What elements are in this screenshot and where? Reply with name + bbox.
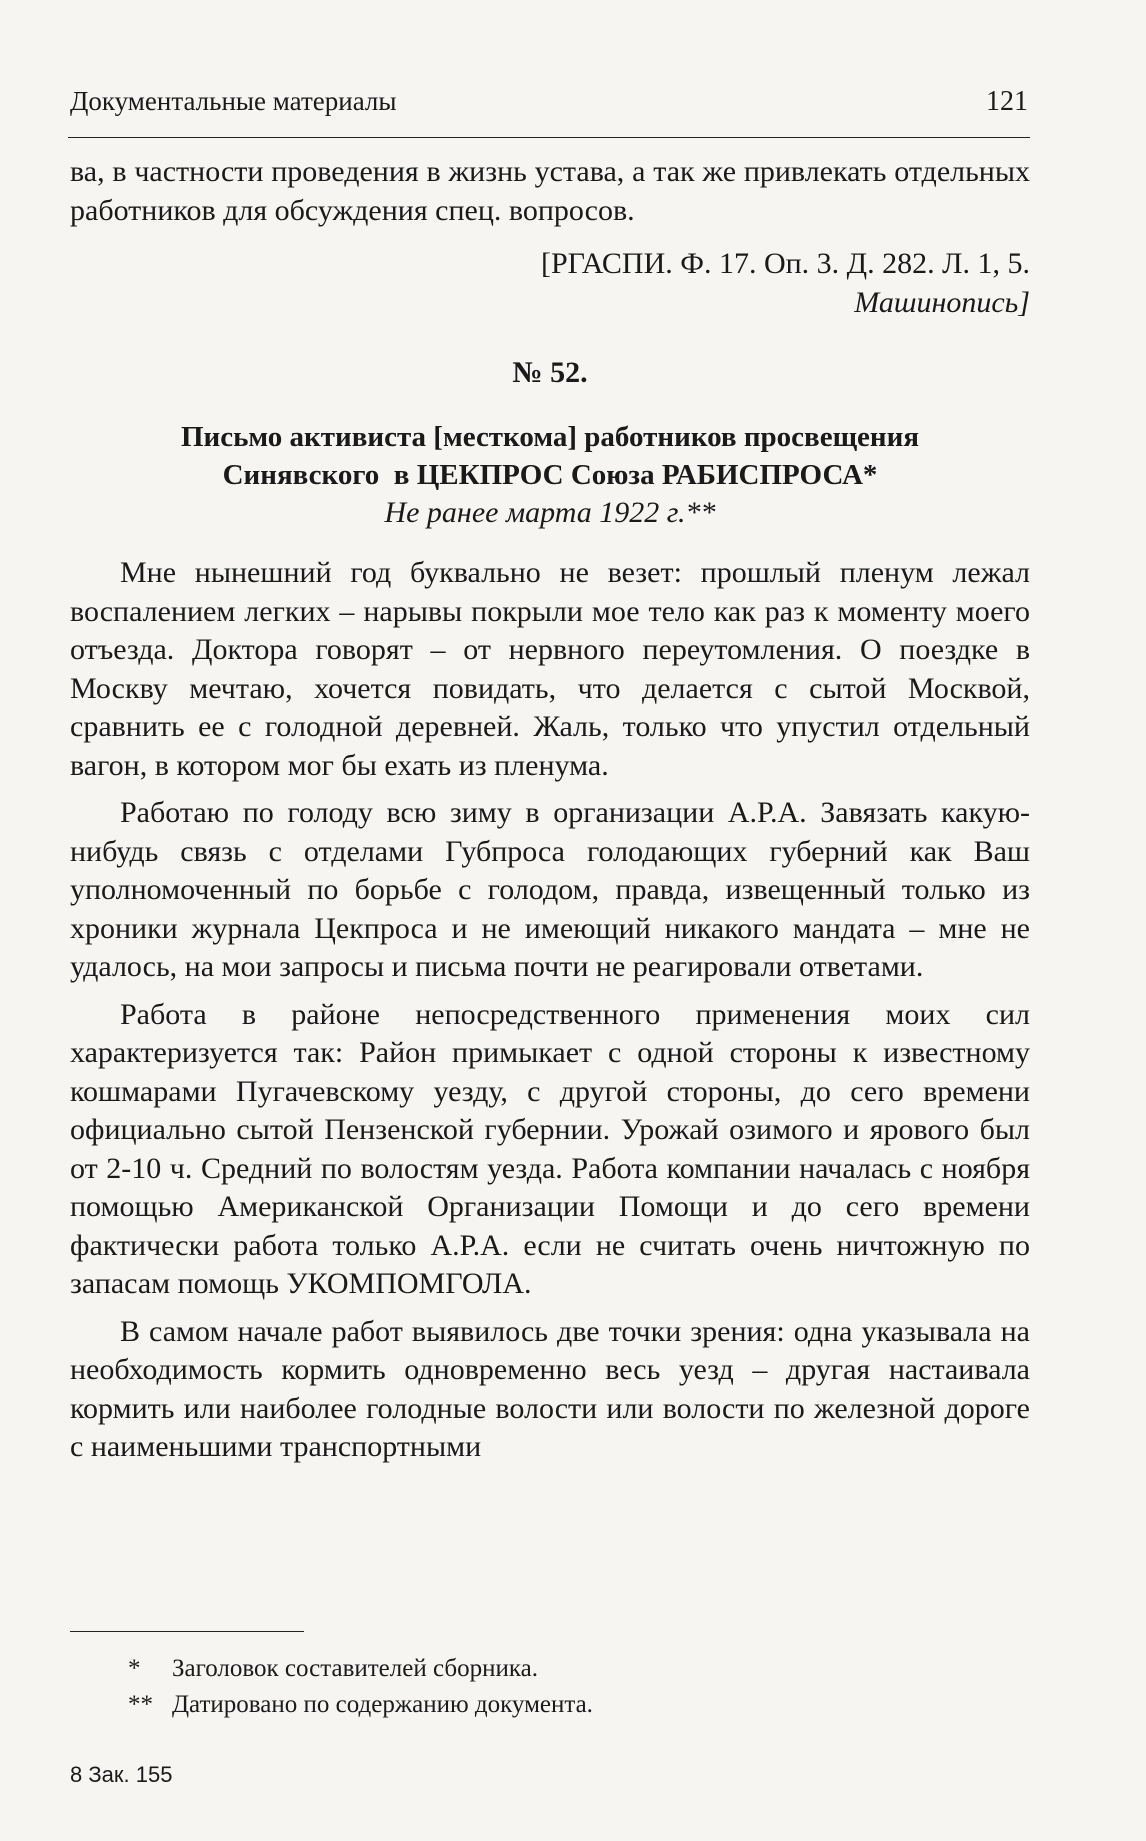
body-paragraph: Работа в районе непосредственного применения моих сил характеризуется так: Район примыкает с одной стороны к известному кошмарами Пугачевскому уезду, с другой стороны, до сего времени официально сытой Пензенской губернии. Урожай озимого и ярового был от 2-10 ч. Средний по волостям уезда. Работа компании началась с ноября помощью Американской Организации Помощи и до сего времени фактически работа только А.Р.А. если не считать очень ничтожную по запасам помощь УКОМПОМГОЛА. (70, 997, 1030, 1300)
source-reference: [РГАСПИ. Ф. 17. Оп. 3. Д. 282. Л. 1, 5. (541, 247, 1030, 280)
document-title (70, 418, 1030, 494)
intro-paragraph: ва, в частности проведения в жизнь устава, а так же привлекать отдельных работников для обсуждения спец. вопросов. (70, 155, 1030, 227)
document-number: № 52. (512, 356, 588, 389)
body-paragraph: Работаю по голоду всю зиму в организации А.Р.А. Завязать какую-нибудь связь с отделами Губпроса голодающих губерний как Ваш уполномоченный по борьбе с голодом, правда, извещенный только из хроники журнала Цекпроса и не имеющий никакого мандата – мне не удалось, на мои запросы и письма почти не реагировали ответами. (70, 796, 1030, 983)
footnotes (128, 1651, 988, 1723)
body-paragraph: В самом начале работ выявилось две точки зрения: одна указывала на необходимость кормить одновременно весь уезд – другая настаивала кормить или наиболее голодные волости или волости по железной дороге с наименьшими транспортными (70, 1314, 1030, 1463)
document-title-line: Синявского в ЦЕКПРОС Союза РАБИСПРОСА* (222, 458, 878, 491)
running-head (70, 86, 1028, 118)
footnote-text: Заголовок составителей сборника. (172, 1655, 538, 1682)
footnote (128, 1687, 988, 1723)
footnote-mark: ** (128, 1691, 153, 1718)
archival-source (70, 245, 1030, 322)
printer-signature: 8 Зак. 155 (70, 1762, 173, 1787)
document-date: Не ранее марта 1922 г.** (384, 495, 716, 529)
footnote-rule (70, 1631, 304, 1632)
source-type: Машинопись] (854, 285, 1030, 319)
body-text (70, 153, 1030, 1476)
footnote-mark: * (128, 1655, 141, 1682)
body-paragraph: Мне нынешний год буквально не везет: прошлый пленум лежал воспалением легких – нарывы покрыли мое тело как раз к моменту моего отъезда. Доктора говорят – от нервного переутомления. О поездке в Москву мечтаю, хочется повидать, что делается с сытой Москвой, сравнить ее с голодной деревней. Жаль, только что упустил отдельный вагон, в котором мог бы ехать из пленума. (70, 556, 1030, 782)
footnote (128, 1651, 988, 1687)
section-title: Документальные материалы (70, 86, 397, 116)
header-rule (68, 137, 1030, 138)
page-number: 121 (986, 86, 1028, 117)
footnote-text: Датировано по содержанию документа. (172, 1691, 593, 1718)
document-title-line: Письмо активиста [месткома] работников просвещения (180, 420, 920, 453)
